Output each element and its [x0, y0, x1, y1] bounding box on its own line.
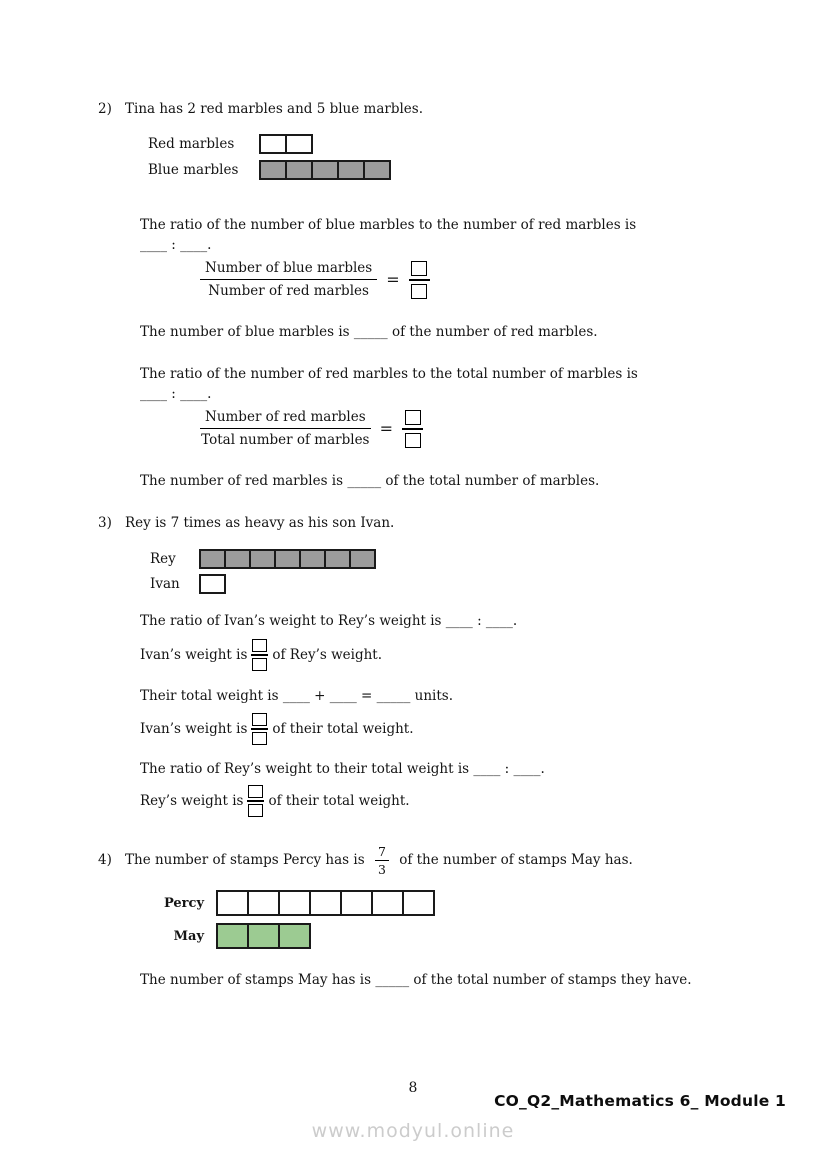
answer-box-denominator [248, 804, 263, 817]
answer-box-denominator [411, 284, 427, 299]
q2-text-fraction-1 [200, 260, 377, 299]
red-marbles-bar [259, 134, 313, 154]
bar-cell [224, 549, 251, 569]
answer-box-numerator [248, 785, 263, 798]
equals-sign: = [379, 419, 394, 438]
q3-ratio-rey-total-sentence: The ratio of Rey’s weight to their total weight is ____ : ____. [140, 761, 545, 777]
q4-fraction-denominator: 3 [377, 862, 386, 877]
bar-cell [259, 134, 287, 154]
ivan-bar [199, 574, 226, 594]
percy-row [154, 890, 788, 916]
q3-answer-box-fraction-rey-total [247, 785, 264, 817]
q3-ivan-of-rey-sentence [140, 639, 788, 671]
answer-box-denominator [252, 658, 267, 671]
question-4-statement [125, 844, 633, 877]
q2-bar-model [148, 134, 788, 180]
answer-box-numerator [411, 261, 427, 276]
bar-cell [309, 890, 342, 916]
bar-cell [216, 923, 249, 949]
bar-cell [311, 160, 339, 180]
answer-box-denominator [405, 433, 421, 448]
may-bar [216, 923, 311, 949]
q2-fraction-equation-red-total [200, 409, 788, 448]
question-3-heading [98, 514, 788, 533]
q3-s2-post: of Rey’s weight. [272, 647, 382, 663]
q3-total-weight-sentence: Their total weight is ____ + ____ = _____ units. [140, 688, 454, 704]
q4-statement-post: of the number of stamps May has. [399, 852, 633, 868]
bar-cell [278, 890, 311, 916]
may-label: May [173, 928, 204, 944]
red-marbles-row [148, 134, 788, 154]
q2-fraction2-denominator: Total number of marbles [201, 432, 370, 448]
question-2-number: 2) [98, 101, 112, 117]
bar-cell [363, 160, 391, 180]
question-4-heading [98, 844, 788, 877]
ivan-row [150, 574, 788, 594]
rey-label: Rey [150, 551, 176, 567]
q2-blue-of-red-sentence: The number of blue marbles is _____ of the number of red marbles. [140, 324, 598, 340]
bar-cell [216, 890, 249, 916]
rey-bar [199, 549, 376, 569]
q3-answer-box-fraction-ivan-total [251, 713, 268, 745]
bar-cell [278, 923, 311, 949]
bar-cell [199, 549, 226, 569]
answer-box-numerator [252, 713, 267, 726]
bar-cell [337, 160, 365, 180]
blue-marbles-row [148, 160, 788, 180]
answer-box-numerator [252, 639, 267, 652]
q4-seven-thirds-fraction [375, 844, 389, 877]
fraction-bar [247, 800, 264, 802]
rey-row [150, 549, 788, 569]
q2-ratio1-blanks: ____ : ____. [140, 237, 212, 253]
q2-ratio-red-to-total-text [140, 364, 788, 404]
q2-ratio-blue-to-red-text [140, 215, 788, 255]
question-2-statement: Tina has 2 red marbles and 5 blue marbles. [125, 101, 424, 117]
bar-cell [247, 890, 280, 916]
bar-cell [259, 160, 287, 180]
percy-bar [216, 890, 435, 916]
bar-cell [285, 160, 313, 180]
bar-cell [274, 549, 301, 569]
bar-cell [340, 890, 373, 916]
bar-cell [371, 890, 404, 916]
page-number: 8 [408, 1080, 418, 1096]
q3-s6-pre: Rey’s weight is [140, 793, 244, 809]
bar-cell [249, 549, 276, 569]
ivan-label: Ivan [150, 576, 180, 592]
bar-cell [199, 574, 226, 594]
module-footer-label: CO_Q2_Mathematics 6_ Module 1 [494, 1092, 786, 1110]
q2-fraction1-denominator: Number of red marbles [208, 283, 369, 299]
q4-fraction-numerator: 7 [375, 844, 389, 861]
answer-box-denominator [252, 732, 267, 745]
fraction-bar [251, 728, 268, 730]
q2-fraction-equation-blue-red [200, 260, 788, 299]
q2-ratio2-blanks: ____ : ____. [140, 386, 212, 402]
question-4-number: 4) [98, 852, 112, 868]
blue-marbles-label: Blue marbles [148, 162, 239, 178]
fraction-bar [251, 654, 268, 656]
bar-cell [299, 549, 326, 569]
q2-text-fraction-2 [200, 409, 371, 448]
q2-answer-box-fraction-2 [402, 410, 423, 448]
q3-ratio-ivan-rey-sentence: The ratio of Ivan’s weight to Rey’s weight is ____ : ____. [140, 613, 518, 629]
answer-box-numerator [405, 410, 421, 425]
may-row [154, 923, 788, 949]
q3-s4-pre: Ivan’s weight is [140, 721, 248, 737]
q4-statement-pre: The number of stamps Percy has is [125, 852, 365, 868]
question-3-number: 3) [98, 515, 112, 531]
bar-cell [402, 890, 435, 916]
q2-red-of-total-sentence: The number of red marbles is _____ of the total number of marbles. [140, 473, 600, 489]
q3-answer-box-fraction-ivan-rey [251, 639, 268, 671]
q2-fraction2-numerator: Number of red marbles [200, 409, 371, 429]
q3-s2-pre: Ivan’s weight is [140, 647, 248, 663]
fraction-bar [402, 428, 423, 430]
q4-bar-model [154, 890, 788, 949]
red-marbles-label: Red marbles [148, 136, 235, 152]
q3-rey-of-total-sentence [140, 785, 788, 817]
bar-cell [247, 923, 280, 949]
question-3-statement: Rey is 7 times as heavy as his son Ivan. [125, 515, 395, 531]
q3-ivan-of-total-sentence [140, 713, 788, 745]
q2-ratio2-line1: The ratio of the number of red marbles to the total number of marbles is [140, 366, 638, 382]
bar-cell [285, 134, 313, 154]
q4-may-of-total-sentence: The number of stamps May has is _____ of the total number of stamps they have. [140, 972, 692, 988]
question-2-heading [98, 100, 788, 119]
bar-cell [324, 549, 351, 569]
q3-bar-model [150, 549, 788, 594]
fraction-bar [409, 279, 430, 281]
q2-answer-box-fraction-1 [409, 261, 430, 299]
q3-s6-post: of their total weight. [268, 793, 410, 809]
watermark-text: www.modyul.online [311, 1120, 515, 1142]
blue-marbles-bar [259, 160, 391, 180]
q2-fraction1-numerator: Number of blue marbles [200, 260, 377, 280]
bar-cell [349, 549, 376, 569]
equals-sign: = [386, 270, 400, 289]
q2-ratio1-line1: The ratio of the number of blue marbles to the number of red marbles is [140, 217, 637, 233]
percy-label: Percy [163, 895, 204, 911]
q3-s4-post: of their total weight. [272, 721, 414, 737]
